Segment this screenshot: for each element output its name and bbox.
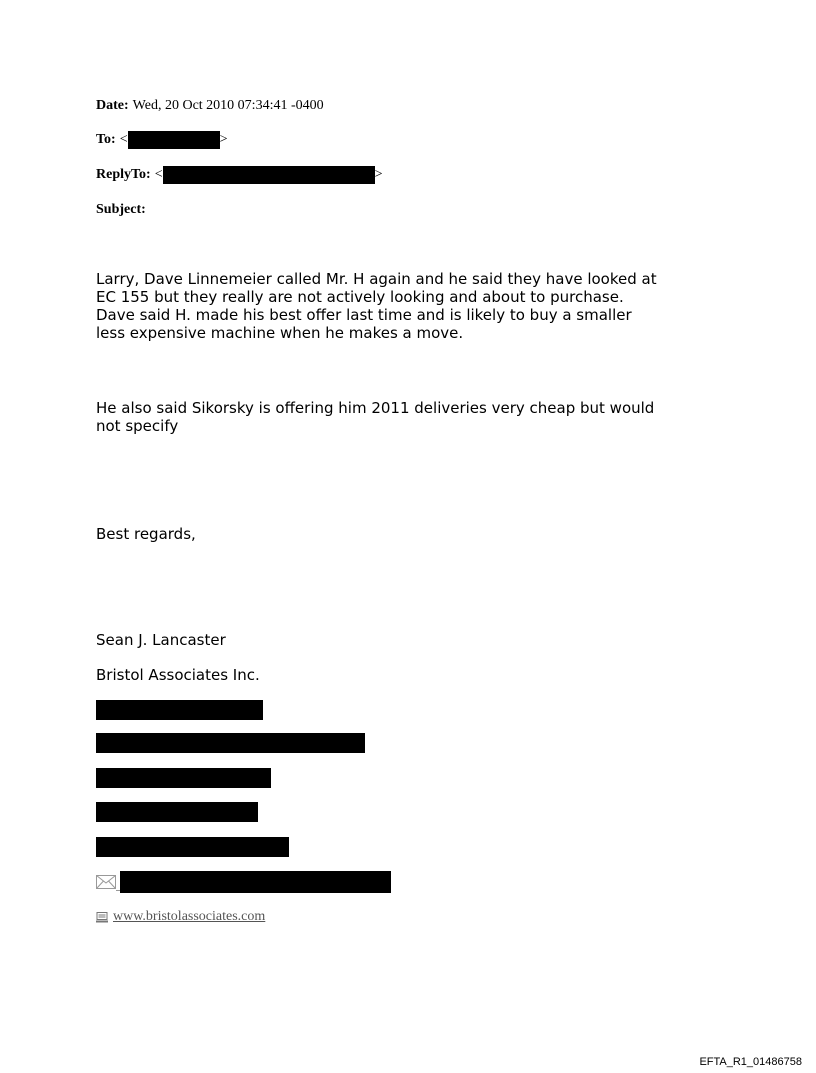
signature-name: Sean J. Lancaster <box>96 631 226 649</box>
email-redaction <box>120 871 391 893</box>
body-line: EC 155 but they really are not actively looking and about to purchase. <box>96 288 624 306</box>
signature-company: Bristol Associates Inc. <box>96 666 260 684</box>
signature-redaction <box>96 733 365 753</box>
replyto-angle-open: < <box>154 167 163 182</box>
website-row <box>96 908 265 926</box>
replyto-redaction <box>163 166 375 184</box>
to-redaction <box>128 131 220 149</box>
body-line: Dave said H. made his best offer last time and is likely to buy a smaller <box>96 306 632 324</box>
to-angle-open: < <box>119 132 128 147</box>
envelope-icon <box>96 875 116 889</box>
body-paragraph-1 <box>96 270 657 342</box>
date-label: Date: <box>96 98 129 113</box>
body-line: not specify <box>96 417 179 435</box>
replyto-label: ReplyTo: <box>96 167 151 182</box>
computer-icon <box>96 912 108 923</box>
to-label: To: <box>96 132 116 147</box>
to-row <box>96 131 228 149</box>
subject-row <box>96 201 146 219</box>
date-value: Wed, 20 Oct 2010 07:34:41 -0400 <box>132 98 324 113</box>
signature-redaction <box>96 802 258 822</box>
signature-redaction <box>96 700 263 720</box>
body-paragraph-2 <box>96 399 654 435</box>
body-line: Larry, Dave Linnemeier called Mr. H again and he said they have looked at <box>96 270 657 288</box>
to-angle-close: > <box>219 132 228 147</box>
email-row <box>96 871 391 893</box>
closing-line: Best regards, <box>96 525 196 543</box>
body-line: He also said Sikorsky is offering him 2011 deliveries very cheap but would <box>96 399 655 417</box>
website-link[interactable]: www.bristolassociates.com <box>113 909 266 924</box>
signature-redaction <box>96 837 289 857</box>
replyto-angle-close: > <box>374 167 383 182</box>
body-line: less expensive machine when he makes a move. <box>96 324 464 342</box>
date-row <box>96 97 324 115</box>
replyto-row <box>96 166 383 184</box>
subject-label: Subject: <box>96 202 146 217</box>
signature-redaction <box>96 768 271 788</box>
document-id: EFTA_R1_01486758 <box>699 1056 802 1068</box>
